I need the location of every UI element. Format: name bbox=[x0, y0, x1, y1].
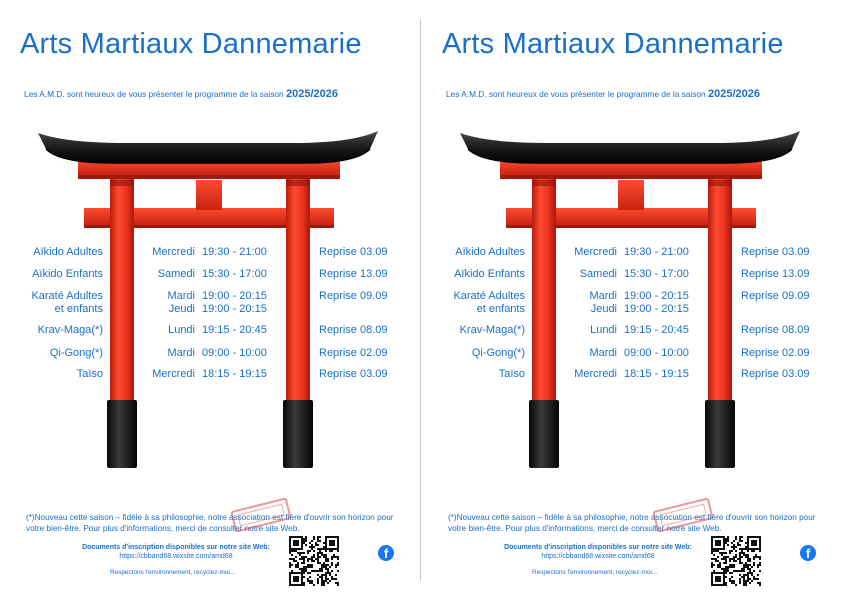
activity-label-line: et enfants bbox=[54, 303, 103, 315]
activity-label bbox=[32, 268, 103, 281]
time-label-line: 09:00 - 10:00 bbox=[202, 347, 267, 359]
season-label: 2025/2026 bbox=[285, 88, 338, 100]
day-label bbox=[152, 246, 195, 259]
schedule-row bbox=[422, 290, 842, 318]
gate-roof bbox=[38, 131, 378, 163]
day-label-line: Lundi bbox=[168, 324, 195, 336]
time-label-line: 09:00 - 10:00 bbox=[624, 347, 689, 359]
day-label bbox=[167, 290, 195, 316]
activity-label bbox=[31, 290, 103, 316]
reprise-label: Reprise 03.09 bbox=[319, 368, 388, 380]
activity-label-line: Aïkido Enfants bbox=[32, 268, 103, 280]
registration-info bbox=[66, 543, 286, 561]
activity-label-line: Qi-Gong(*) bbox=[471, 347, 525, 359]
activity-label-line: et enfants bbox=[476, 303, 525, 315]
activity-label bbox=[33, 246, 103, 259]
qr-code[interactable] bbox=[711, 536, 761, 586]
day-label-line: Mardi bbox=[589, 290, 617, 302]
reprise-label: Reprise 03.09 bbox=[741, 368, 810, 380]
new-season-note: (*)Nouveau cette saison – fidèle à sa philosophie, notre association est fière d'ouvrir son horizon pour votre bien-être. Pour plus d'informations, merci de consulter notre site Web. bbox=[448, 513, 816, 533]
website-link[interactable]: https://cbband68.wixsite.com/amd68 bbox=[541, 553, 655, 560]
website-link[interactable]: https://cbband68.wixsite.com/amd68 bbox=[119, 553, 233, 560]
day-label bbox=[580, 268, 617, 281]
day-label-line: Mercredi bbox=[152, 368, 195, 380]
schedule-row bbox=[422, 368, 842, 396]
time-label-line: 19:15 - 20:45 bbox=[202, 324, 267, 336]
gate-center-strut bbox=[196, 180, 222, 210]
time-label bbox=[202, 290, 267, 316]
time-label bbox=[202, 246, 267, 259]
time-label-line: 19:15 - 20:45 bbox=[624, 324, 689, 336]
schedule-row bbox=[0, 290, 421, 318]
time-label-line: 19:00 - 20:15 bbox=[624, 290, 689, 302]
gate-left-base bbox=[529, 400, 559, 468]
gate-center-strut bbox=[618, 180, 644, 210]
day-label-line: Samedi bbox=[579, 268, 617, 280]
intro-line bbox=[446, 88, 826, 100]
intro-line bbox=[24, 88, 404, 100]
day-label bbox=[574, 368, 617, 381]
day-label-line: Mercredi bbox=[152, 246, 195, 258]
reprise-label: Reprise 03.09 bbox=[319, 246, 388, 258]
intro-text: Les A.M.D. sont heureux de vous présenter le programme de la saison bbox=[24, 89, 284, 99]
day-label-line: Samedi bbox=[157, 268, 195, 280]
time-label bbox=[202, 368, 267, 381]
time-label bbox=[624, 246, 689, 259]
time-label-line: 19:00 - 20:15 bbox=[202, 303, 267, 315]
environment-text: Respectons l'environnement, recyclez-moi... bbox=[532, 569, 658, 576]
gate-right-base bbox=[283, 400, 313, 468]
registration-text: Documents d'inscription disponibles sur notre site Web: bbox=[504, 544, 692, 551]
day-label-line: Jeudi bbox=[590, 303, 617, 315]
activity-label-line: Qi-Gong(*) bbox=[49, 347, 103, 359]
time-label bbox=[624, 268, 689, 281]
time-label-line: 15:30 - 17:00 bbox=[624, 268, 689, 280]
qr-code[interactable] bbox=[289, 536, 339, 586]
time-label-line: 19:00 - 20:15 bbox=[624, 303, 689, 315]
reprise-label: Reprise 09.09 bbox=[319, 290, 388, 302]
intro-text: Les A.M.D. sont heureux de vous présenter le programme de la saison bbox=[446, 89, 706, 99]
activity-label bbox=[38, 324, 103, 337]
day-label bbox=[167, 347, 195, 360]
time-label bbox=[202, 347, 267, 360]
activity-label bbox=[472, 347, 525, 360]
time-label-line: 18:15 - 19:15 bbox=[202, 368, 267, 380]
reprise-label: Reprise 02.09 bbox=[741, 347, 810, 359]
activity-label bbox=[499, 368, 525, 381]
activity-label-line: Taïso bbox=[498, 368, 525, 380]
day-label-line: Mercredi bbox=[574, 368, 617, 380]
time-label bbox=[624, 290, 689, 316]
time-label bbox=[624, 324, 689, 337]
day-label-line: Mardi bbox=[167, 347, 195, 359]
time-label-line: 19:00 - 20:15 bbox=[202, 290, 267, 302]
reprise-label: Reprise 08.09 bbox=[319, 324, 388, 336]
time-label bbox=[624, 347, 689, 360]
activity-label-line: Karaté Adultes bbox=[31, 290, 103, 302]
gate-left-base bbox=[107, 400, 137, 468]
activity-label bbox=[455, 246, 525, 259]
activity-label-line: Krav-Maga(*) bbox=[37, 324, 103, 336]
activity-label-line: Aïkido Adultes bbox=[33, 246, 103, 258]
gate-right-base bbox=[705, 400, 735, 468]
flyer-title: Arts Martiaux Dannemarie bbox=[20, 28, 362, 60]
activity-label-line: Krav-Maga(*) bbox=[459, 324, 525, 336]
activity-label bbox=[454, 268, 525, 281]
day-label bbox=[168, 324, 195, 337]
reprise-label: Reprise 13.09 bbox=[319, 268, 388, 280]
registration-text: Documents d'inscription disponibles sur notre site Web: bbox=[82, 544, 270, 551]
new-season-note: (*)Nouveau cette saison – fidèle à sa philosophie, notre association est fière d'ouvrir son horizon pour votre bien-être. Pour plus d'informations, merci de consulter notre site Web. bbox=[26, 513, 394, 533]
time-label bbox=[202, 268, 267, 281]
day-label bbox=[589, 290, 617, 316]
time-label bbox=[202, 324, 267, 337]
day-label bbox=[158, 268, 195, 281]
reprise-label: Reprise 02.09 bbox=[319, 347, 388, 359]
flyer-title: Arts Martiaux Dannemarie bbox=[442, 28, 784, 60]
reprise-label: Reprise 13.09 bbox=[741, 268, 810, 280]
day-label-line: Mercredi bbox=[574, 246, 617, 258]
day-label-line: Mardi bbox=[589, 347, 617, 359]
facebook-icon[interactable]: f bbox=[378, 545, 394, 561]
day-label bbox=[589, 347, 617, 360]
environment-text: Respectons l'environnement, recyclez-moi... bbox=[110, 569, 236, 576]
day-label bbox=[152, 368, 195, 381]
activity-label-line: Taïso bbox=[76, 368, 103, 380]
day-label-line: Jeudi bbox=[168, 303, 195, 315]
activity-label-line: Aïkido Adultes bbox=[455, 246, 525, 258]
reprise-label: Reprise 09.09 bbox=[741, 290, 810, 302]
day-label-line: Mardi bbox=[167, 290, 195, 302]
day-label bbox=[590, 324, 617, 337]
activity-label bbox=[77, 368, 103, 381]
registration-info bbox=[488, 543, 708, 561]
activity-label bbox=[460, 324, 525, 337]
time-label-line: 18:15 - 19:15 bbox=[624, 368, 689, 380]
reprise-label: Reprise 08.09 bbox=[741, 324, 810, 336]
facebook-icon[interactable]: f bbox=[800, 545, 816, 561]
activity-label bbox=[453, 290, 525, 316]
time-label-line: 15:30 - 17:00 bbox=[202, 268, 267, 280]
schedule-row bbox=[0, 368, 421, 396]
activity-label bbox=[50, 347, 103, 360]
activity-label-line: Karaté Adultes bbox=[453, 290, 525, 302]
day-label bbox=[574, 246, 617, 259]
activity-label-line: Aïkido Enfants bbox=[454, 268, 525, 280]
day-label-line: Lundi bbox=[590, 324, 617, 336]
gate-roof bbox=[460, 131, 800, 163]
time-label-line: 19:30 - 21:00 bbox=[202, 246, 267, 258]
reprise-label: Reprise 03.09 bbox=[741, 246, 810, 258]
flyer-right bbox=[422, 0, 842, 595]
time-label bbox=[624, 368, 689, 381]
season-label: 2025/2026 bbox=[707, 88, 760, 100]
time-label-line: 19:30 - 21:00 bbox=[624, 246, 689, 258]
